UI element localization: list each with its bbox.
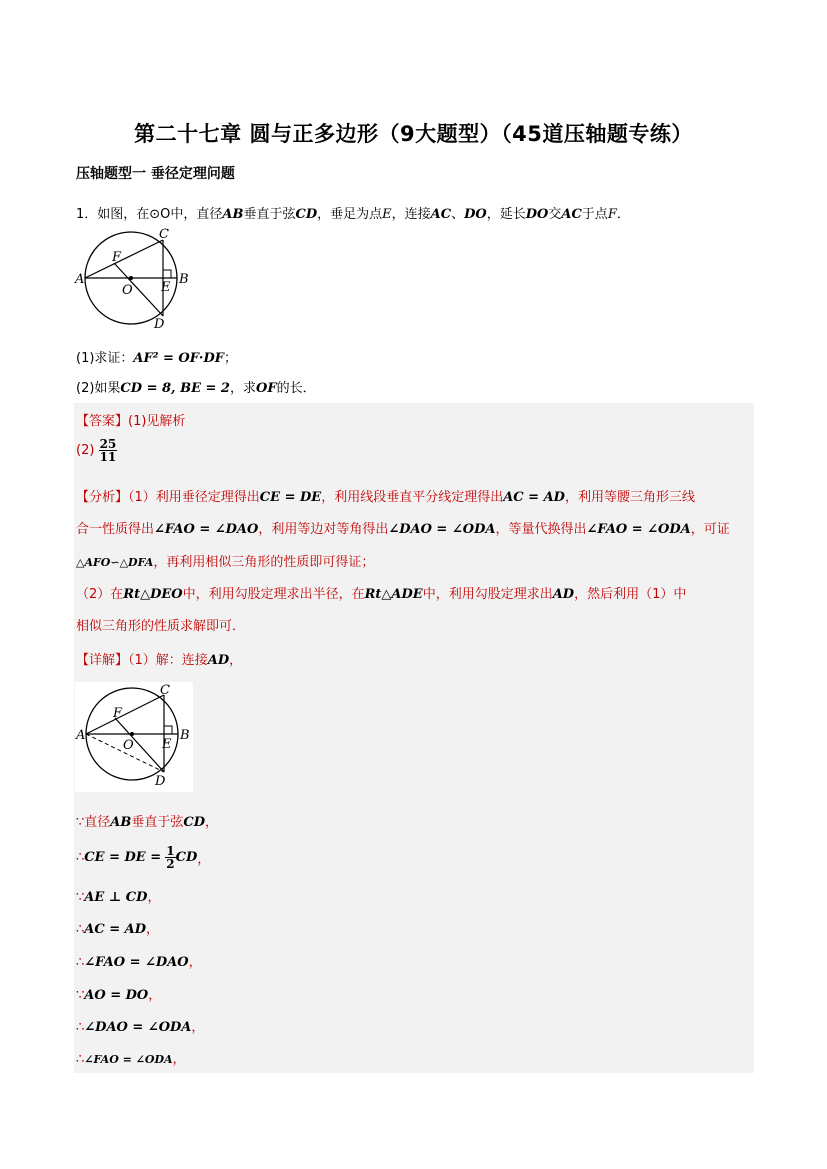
label-B: B — [179, 272, 189, 287]
label-B-2: B — [180, 728, 190, 743]
label-O: O — [122, 283, 133, 298]
detail-step-5: ∴∠FAO = ∠DAO， — [76, 955, 202, 970]
label-D-2: D — [155, 774, 166, 789]
detail-step-6: ∵AO = DO， — [76, 988, 162, 1003]
label-E: E — [161, 280, 171, 295]
page-title: 第二十七章 圆与正多边形（9大题型）（45道压轴题专练） — [134, 122, 693, 146]
analysis-line-5: 相似三角形的性质求解即可． — [76, 619, 246, 634]
label-A: A — [75, 272, 85, 287]
label-A-2: A — [76, 728, 86, 743]
label-D: D — [154, 317, 165, 332]
detail-step-2: ∴CE = DE = $\frac{1}{2}$ CD， — [76, 844, 211, 871]
detail-step-4: ∴AC = AD， — [76, 922, 160, 937]
analysis-line-4: （2）在Rt△DEO中，利用勾股定理求出半径，在Rt△ADE中，利用勾股定理求出AD，然后利用（1）中 — [76, 587, 687, 602]
section-heading: 压轴题型一 垂径定理问题 — [76, 166, 235, 182]
label-F: F — [112, 250, 122, 265]
answer-line-1: 【答案】(1)见解析 — [76, 414, 186, 429]
analysis-line-3: △AFO∽△DFA，再利用相似三角形的性质即可得证； — [76, 555, 375, 570]
label-E-2: E — [162, 737, 172, 752]
label-C-2: C — [160, 683, 170, 698]
label-F-2: F — [113, 706, 123, 721]
label-C: C — [159, 228, 169, 242]
label-O-2: O — [123, 738, 134, 753]
analysis-line-1: 【分析】（1）利用垂径定理得出CE = DE，利用线段垂直平分线定理得出AC = AD，利用等腰三角形三线 — [76, 490, 695, 505]
detail-step-3: ∵AE ⊥ CD， — [76, 890, 161, 905]
question-1: (1)求证：AF² = OF·DF； — [76, 351, 237, 366]
problem-statement: 1．如图，在⊙O中，直径AB垂直于弦CD，垂足为点E，连接AC、DO，延长DO交AC于点F． — [76, 207, 630, 222]
circle-figure-2 — [75, 682, 193, 792]
detail-intro: 【详解】（1）解：连接AD， — [76, 653, 243, 668]
answer-line-2: (2) $\frac{25}{11}$ — [76, 437, 117, 464]
detail-step-7: ∴∠DAO = ∠ODA， — [76, 1020, 205, 1035]
question-2: (2)如果CD = 8, BE = 2，求OF的长． — [76, 381, 316, 396]
detail-step-1: ∵直径AB垂直于弦CD， — [76, 815, 219, 830]
analysis-line-2: 合一性质得出∠FAO = ∠DAO，利用等边对等角得出∠DAO = ∠ODA，等量代换得出∠FAO = ∠ODA，可证 — [76, 522, 730, 537]
circle-figure — [74, 228, 194, 334]
detail-step-8: ∴∠FAO = ∠ODA， — [76, 1052, 186, 1067]
